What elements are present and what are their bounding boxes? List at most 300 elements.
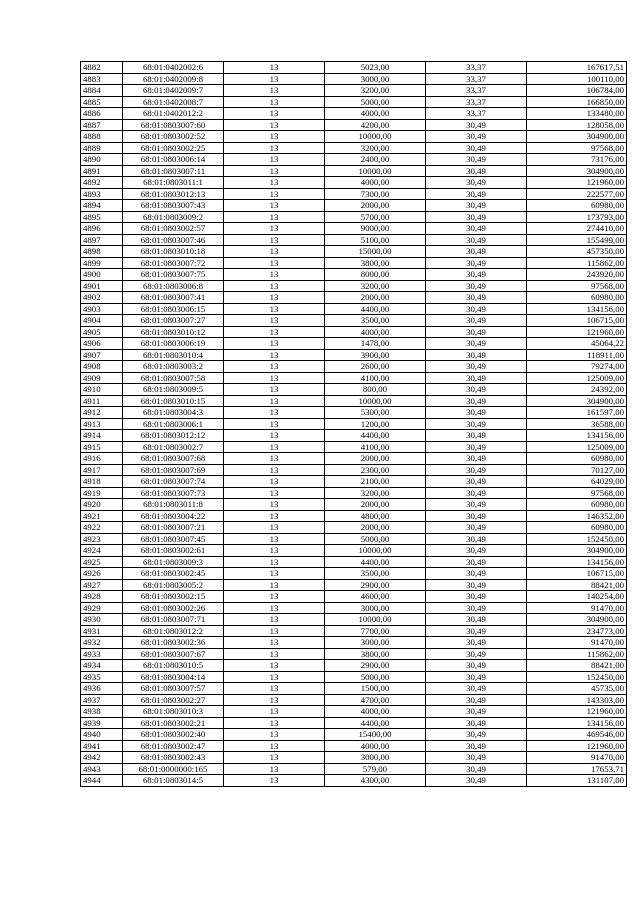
specific-value-cell: 30,49 bbox=[426, 625, 527, 637]
row-number-cell: 4909 bbox=[81, 372, 123, 384]
table-row bbox=[81, 188, 627, 200]
category-code-cell: 13 bbox=[224, 384, 325, 396]
category-code-cell: 13 bbox=[224, 223, 325, 235]
cadastral-value-cell: 134156,00 bbox=[527, 717, 627, 729]
area-cell: 4400,00 bbox=[325, 556, 426, 568]
table-row bbox=[81, 108, 627, 120]
cadastral-number-cell: 68:01:0803007:68 bbox=[123, 453, 224, 465]
row-number-cell: 4901 bbox=[81, 280, 123, 292]
cadastral-number-cell: 68:01:0803006:15 bbox=[123, 303, 224, 315]
category-code-cell: 13 bbox=[224, 395, 325, 407]
area-cell: 1500,00 bbox=[325, 683, 426, 695]
cadastral-value-cell: 152450,00 bbox=[527, 671, 627, 683]
table-row bbox=[81, 62, 627, 74]
category-code-cell: 13 bbox=[224, 694, 325, 706]
table-row bbox=[81, 349, 627, 361]
cadastral-number-cell: 68:01:0803002:52 bbox=[123, 131, 224, 143]
cadastral-number-cell: 68:01:0803002:27 bbox=[123, 694, 224, 706]
cadastral-value-cell: 100110,00 bbox=[527, 73, 627, 85]
area-cell: 2000,00 bbox=[325, 499, 426, 511]
table-row bbox=[81, 269, 627, 281]
specific-value-cell: 30,49 bbox=[426, 545, 527, 557]
cadastral-number-cell: 68:01:0402002:6 bbox=[123, 62, 224, 74]
cadastral-number-cell: 68:01:0803007:69 bbox=[123, 464, 224, 476]
row-number-cell: 4904 bbox=[81, 315, 123, 327]
cadastral-number-cell: 68:01:0803007:11 bbox=[123, 165, 224, 177]
area-cell: 5300,00 bbox=[325, 407, 426, 419]
row-number-cell: 4884 bbox=[81, 85, 123, 97]
cadastral-number-cell: 68:01:0803007:72 bbox=[123, 257, 224, 269]
area-cell: 9000,00 bbox=[325, 223, 426, 235]
cadastral-number-cell: 68:01:0803010:3 bbox=[123, 706, 224, 718]
row-number-cell: 4915 bbox=[81, 441, 123, 453]
area-cell: 4000,00 bbox=[325, 108, 426, 120]
cadastral-value-cell: 134156,00 bbox=[527, 430, 627, 442]
area-cell: 4100,00 bbox=[325, 441, 426, 453]
category-code-cell: 13 bbox=[224, 211, 325, 223]
cadastral-number-cell: 68:01:0803007:21 bbox=[123, 522, 224, 534]
cadastral-value-cell: 106715,00 bbox=[527, 568, 627, 580]
cadastral-number-cell: 68:01:0803004:22 bbox=[123, 510, 224, 522]
row-number-cell: 4940 bbox=[81, 729, 123, 741]
row-number-cell: 4941 bbox=[81, 740, 123, 752]
table-row bbox=[81, 614, 627, 626]
area-cell: 15000,00 bbox=[325, 246, 426, 258]
specific-value-cell: 30,49 bbox=[426, 591, 527, 603]
area-cell: 2000,00 bbox=[325, 292, 426, 304]
specific-value-cell: 30,49 bbox=[426, 533, 527, 545]
specific-value-cell: 33,37 bbox=[426, 85, 527, 97]
specific-value-cell: 30,49 bbox=[426, 763, 527, 775]
specific-value-cell: 30,49 bbox=[426, 706, 527, 718]
cadastral-value-cell: 143303,00 bbox=[527, 694, 627, 706]
cadastral-number-cell: 68:01:0803011:1 bbox=[123, 177, 224, 189]
category-code-cell: 13 bbox=[224, 522, 325, 534]
cadastral-number-cell: 68:01:0803002:36 bbox=[123, 637, 224, 649]
category-code-cell: 13 bbox=[224, 487, 325, 499]
table-row bbox=[81, 234, 627, 246]
area-cell: 5100,00 bbox=[325, 234, 426, 246]
specific-value-cell: 30,49 bbox=[426, 487, 527, 499]
area-cell: 4400,00 bbox=[325, 430, 426, 442]
category-code-cell: 13 bbox=[224, 591, 325, 603]
category-code-cell: 13 bbox=[224, 453, 325, 465]
cadastral-value-cell: 79274,00 bbox=[527, 361, 627, 373]
table-row bbox=[81, 441, 627, 453]
row-number-cell: 4926 bbox=[81, 568, 123, 580]
category-code-cell: 13 bbox=[224, 85, 325, 97]
row-number-cell: 4913 bbox=[81, 418, 123, 430]
row-number-cell: 4892 bbox=[81, 177, 123, 189]
area-cell: 1478,00 bbox=[325, 338, 426, 350]
row-number-cell: 4890 bbox=[81, 154, 123, 166]
table-row bbox=[81, 717, 627, 729]
specific-value-cell: 33,37 bbox=[426, 96, 527, 108]
cadastral-value-cell: 131107,00 bbox=[527, 775, 627, 787]
specific-value-cell: 30,49 bbox=[426, 384, 527, 396]
cadastral-number-cell: 68:01:0803007:27 bbox=[123, 315, 224, 327]
table-row bbox=[81, 315, 627, 327]
table-row bbox=[81, 499, 627, 511]
area-cell: 8000,00 bbox=[325, 269, 426, 281]
category-code-cell: 13 bbox=[224, 499, 325, 511]
area-cell: 10000,00 bbox=[325, 165, 426, 177]
cadastral-number-cell: 68:01:0803007:60 bbox=[123, 119, 224, 131]
specific-value-cell: 30,49 bbox=[426, 234, 527, 246]
row-number-cell: 4898 bbox=[81, 246, 123, 258]
table-row bbox=[81, 85, 627, 97]
specific-value-cell: 30,49 bbox=[426, 142, 527, 154]
specific-value-cell: 30,49 bbox=[426, 269, 527, 281]
specific-value-cell: 30,49 bbox=[426, 303, 527, 315]
specific-value-cell: 30,49 bbox=[426, 165, 527, 177]
specific-value-cell: 30,49 bbox=[426, 510, 527, 522]
specific-value-cell: 30,49 bbox=[426, 315, 527, 327]
specific-value-cell: 30,49 bbox=[426, 349, 527, 361]
cadastral-number-cell: 68:01:0803007:74 bbox=[123, 476, 224, 488]
cadastral-number-cell: 68:01:0803002:25 bbox=[123, 142, 224, 154]
table-row bbox=[81, 372, 627, 384]
specific-value-cell: 33,37 bbox=[426, 108, 527, 120]
cadastral-value-cell: 97568,00 bbox=[527, 280, 627, 292]
specific-value-cell: 30,49 bbox=[426, 188, 527, 200]
row-number-cell: 4936 bbox=[81, 683, 123, 695]
table-row bbox=[81, 292, 627, 304]
specific-value-cell: 30,49 bbox=[426, 614, 527, 626]
cadastral-number-cell: 68:01:0803010:12 bbox=[123, 326, 224, 338]
category-code-cell: 13 bbox=[224, 361, 325, 373]
category-code-cell: 13 bbox=[224, 119, 325, 131]
cadastral-value-cell: 88421,00 bbox=[527, 660, 627, 672]
category-code-cell: 13 bbox=[224, 269, 325, 281]
cadastral-number-cell: 68:01:0803009:2 bbox=[123, 211, 224, 223]
specific-value-cell: 30,49 bbox=[426, 223, 527, 235]
category-code-cell: 13 bbox=[224, 614, 325, 626]
table-row bbox=[81, 200, 627, 212]
area-cell: 5700,00 bbox=[325, 211, 426, 223]
table-row bbox=[81, 752, 627, 764]
cadastral-number-cell: 68:01:0803002:43 bbox=[123, 752, 224, 764]
table-row bbox=[81, 487, 627, 499]
table-row bbox=[81, 476, 627, 488]
category-code-cell: 13 bbox=[224, 706, 325, 718]
table-row bbox=[81, 211, 627, 223]
row-number-cell: 4944 bbox=[81, 775, 123, 787]
table-row bbox=[81, 338, 627, 350]
specific-value-cell: 30,49 bbox=[426, 556, 527, 568]
specific-value-cell: 30,49 bbox=[426, 671, 527, 683]
specific-value-cell: 30,49 bbox=[426, 441, 527, 453]
table-row bbox=[81, 740, 627, 752]
table-row bbox=[81, 131, 627, 143]
cadastral-value-cell: 24392,00 bbox=[527, 384, 627, 396]
specific-value-cell: 30,49 bbox=[426, 246, 527, 258]
table-row bbox=[81, 326, 627, 338]
area-cell: 3000,00 bbox=[325, 637, 426, 649]
cadastral-number-cell: 68:01:0803014:5 bbox=[123, 775, 224, 787]
table-row bbox=[81, 407, 627, 419]
area-cell: 579,00 bbox=[325, 763, 426, 775]
specific-value-cell: 30,49 bbox=[426, 257, 527, 269]
cadastral-number-cell: 68:01:0803006:19 bbox=[123, 338, 224, 350]
table-row bbox=[81, 361, 627, 373]
area-cell: 2000,00 bbox=[325, 200, 426, 212]
area-cell: 10000,00 bbox=[325, 545, 426, 557]
cadastral-value-cell: 166850,00 bbox=[527, 96, 627, 108]
category-code-cell: 13 bbox=[224, 372, 325, 384]
category-code-cell: 13 bbox=[224, 568, 325, 580]
category-code-cell: 13 bbox=[224, 545, 325, 557]
specific-value-cell: 30,49 bbox=[426, 740, 527, 752]
cadastral-number-cell: 68:01:0803009:3 bbox=[123, 556, 224, 568]
area-cell: 4000,00 bbox=[325, 177, 426, 189]
row-number-cell: 4918 bbox=[81, 476, 123, 488]
specific-value-cell: 30,49 bbox=[426, 395, 527, 407]
area-cell: 4300,00 bbox=[325, 775, 426, 787]
area-cell: 4200,00 bbox=[325, 119, 426, 131]
category-code-cell: 13 bbox=[224, 763, 325, 775]
cadastral-value-cell: 133480,00 bbox=[527, 108, 627, 120]
cadastral-number-cell: 68:01:0803007:71 bbox=[123, 614, 224, 626]
area-cell: 4600,00 bbox=[325, 591, 426, 603]
cadastral-number-cell: 68:01:0803003:2 bbox=[123, 361, 224, 373]
cadastral-value-cell: 304900,00 bbox=[527, 614, 627, 626]
category-code-cell: 13 bbox=[224, 441, 325, 453]
area-cell: 3000,00 bbox=[325, 752, 426, 764]
category-code-cell: 13 bbox=[224, 142, 325, 154]
area-cell: 3200,00 bbox=[325, 142, 426, 154]
cadastral-number-cell: 68:01:0803009:5 bbox=[123, 384, 224, 396]
row-number-cell: 4902 bbox=[81, 292, 123, 304]
cadastral-value-cell: 91470,00 bbox=[527, 637, 627, 649]
table-row bbox=[81, 763, 627, 775]
cadastral-number-cell: 68:01:0803006:1 bbox=[123, 418, 224, 430]
specific-value-cell: 30,49 bbox=[426, 372, 527, 384]
area-cell: 4000,00 bbox=[325, 706, 426, 718]
area-cell: 4000,00 bbox=[325, 740, 426, 752]
cadastral-value-cell: 125009,00 bbox=[527, 441, 627, 453]
area-cell: 5023,00 bbox=[325, 62, 426, 74]
row-number-cell: 4919 bbox=[81, 487, 123, 499]
table-row bbox=[81, 510, 627, 522]
table-row bbox=[81, 223, 627, 235]
row-number-cell: 4885 bbox=[81, 96, 123, 108]
cadastral-number-cell: 68:01:0803007:73 bbox=[123, 487, 224, 499]
cadastral-number-cell: 68:01:0402012:2 bbox=[123, 108, 224, 120]
cadastral-number-cell: 68:01:0803012:12 bbox=[123, 430, 224, 442]
table-row bbox=[81, 660, 627, 672]
cadastral-value-cell: 469546,00 bbox=[527, 729, 627, 741]
row-number-cell: 4899 bbox=[81, 257, 123, 269]
row-number-cell: 4910 bbox=[81, 384, 123, 396]
cadastral-value-cell: 161597,00 bbox=[527, 407, 627, 419]
table-body bbox=[81, 62, 627, 787]
row-number-cell: 4923 bbox=[81, 533, 123, 545]
table-row bbox=[81, 303, 627, 315]
category-code-cell: 13 bbox=[224, 338, 325, 350]
area-cell: 3800,00 bbox=[325, 257, 426, 269]
category-code-cell: 13 bbox=[224, 131, 325, 143]
category-code-cell: 13 bbox=[224, 234, 325, 246]
cadastral-number-cell: 68:01:0803005:2 bbox=[123, 579, 224, 591]
row-number-cell: 4933 bbox=[81, 648, 123, 660]
area-cell: 4700,00 bbox=[325, 694, 426, 706]
specific-value-cell: 30,49 bbox=[426, 453, 527, 465]
table-row bbox=[81, 591, 627, 603]
row-number-cell: 4937 bbox=[81, 694, 123, 706]
row-number-cell: 4925 bbox=[81, 556, 123, 568]
category-code-cell: 13 bbox=[224, 96, 325, 108]
table-row bbox=[81, 119, 627, 131]
category-code-cell: 13 bbox=[224, 108, 325, 120]
area-cell: 7300,00 bbox=[325, 188, 426, 200]
row-number-cell: 4897 bbox=[81, 234, 123, 246]
cadastral-number-cell: 68:01:0803002:7 bbox=[123, 441, 224, 453]
row-number-cell: 4920 bbox=[81, 499, 123, 511]
table-row bbox=[81, 556, 627, 568]
specific-value-cell: 30,49 bbox=[426, 418, 527, 430]
table-row bbox=[81, 395, 627, 407]
category-code-cell: 13 bbox=[224, 280, 325, 292]
category-code-cell: 13 bbox=[224, 533, 325, 545]
cadastral-value-cell: 222577,00 bbox=[527, 188, 627, 200]
area-cell: 7700,00 bbox=[325, 625, 426, 637]
table-row bbox=[81, 142, 627, 154]
area-cell: 3000,00 bbox=[325, 73, 426, 85]
cadastral-value-cell: 106784,00 bbox=[527, 85, 627, 97]
cadastral-number-cell: 68:01:0803006:14 bbox=[123, 154, 224, 166]
area-cell: 10000,00 bbox=[325, 395, 426, 407]
cadastral-value-cell: 97568,00 bbox=[527, 487, 627, 499]
cadastral-number-cell: 68:01:0803002:47 bbox=[123, 740, 224, 752]
area-cell: 3500,00 bbox=[325, 568, 426, 580]
row-number-cell: 4935 bbox=[81, 671, 123, 683]
cadastral-value-cell: 17653,71 bbox=[527, 763, 627, 775]
cadastral-value-cell: 73176,00 bbox=[527, 154, 627, 166]
specific-value-cell: 30,49 bbox=[426, 660, 527, 672]
table-row bbox=[81, 154, 627, 166]
row-number-cell: 4939 bbox=[81, 717, 123, 729]
area-cell: 3900,00 bbox=[325, 349, 426, 361]
cadastral-value-cell: 60980,00 bbox=[527, 200, 627, 212]
area-cell: 1200,00 bbox=[325, 418, 426, 430]
row-number-cell: 4903 bbox=[81, 303, 123, 315]
row-number-cell: 4934 bbox=[81, 660, 123, 672]
area-cell: 2300,00 bbox=[325, 464, 426, 476]
table-row bbox=[81, 280, 627, 292]
specific-value-cell: 30,49 bbox=[426, 522, 527, 534]
specific-value-cell: 30,49 bbox=[426, 177, 527, 189]
category-code-cell: 13 bbox=[224, 510, 325, 522]
category-code-cell: 13 bbox=[224, 464, 325, 476]
category-code-cell: 13 bbox=[224, 729, 325, 741]
cadastral-value-cell: 243920,00 bbox=[527, 269, 627, 281]
table-row bbox=[81, 729, 627, 741]
cadastral-value-cell: 91470,00 bbox=[527, 602, 627, 614]
cadastral-value-cell: 118911,00 bbox=[527, 349, 627, 361]
row-number-cell: 4887 bbox=[81, 119, 123, 131]
row-number-cell: 4943 bbox=[81, 763, 123, 775]
cadastral-value-cell: 146352,00 bbox=[527, 510, 627, 522]
specific-value-cell: 30,49 bbox=[426, 476, 527, 488]
table-row bbox=[81, 464, 627, 476]
cadastral-number-cell: 68:01:0803007:75 bbox=[123, 269, 224, 281]
row-number-cell: 4895 bbox=[81, 211, 123, 223]
category-code-cell: 13 bbox=[224, 476, 325, 488]
row-number-cell: 4883 bbox=[81, 73, 123, 85]
specific-value-cell: 30,49 bbox=[426, 280, 527, 292]
cadastral-number-cell: 68:01:0803012:2 bbox=[123, 625, 224, 637]
area-cell: 2900,00 bbox=[325, 660, 426, 672]
table-row bbox=[81, 430, 627, 442]
cadastral-value-cell: 304900,00 bbox=[527, 131, 627, 143]
table-row bbox=[81, 545, 627, 557]
category-code-cell: 13 bbox=[224, 717, 325, 729]
area-cell: 3800,00 bbox=[325, 648, 426, 660]
row-number-cell: 4917 bbox=[81, 464, 123, 476]
table-row bbox=[81, 533, 627, 545]
category-code-cell: 13 bbox=[224, 154, 325, 166]
cadastral-value-cell: 121960,00 bbox=[527, 706, 627, 718]
cadastral-number-cell: 68:01:0803007:43 bbox=[123, 200, 224, 212]
specific-value-cell: 30,49 bbox=[426, 131, 527, 143]
area-cell: 15400,00 bbox=[325, 729, 426, 741]
row-number-cell: 4912 bbox=[81, 407, 123, 419]
table-row bbox=[81, 694, 627, 706]
cadastral-value-cell: 60980,00 bbox=[527, 453, 627, 465]
cadastral-number-cell: 68:01:0803010:18 bbox=[123, 246, 224, 258]
cadastral-value-cell: 88421,00 bbox=[527, 579, 627, 591]
specific-value-cell: 30,49 bbox=[426, 211, 527, 223]
cadastral-number-cell: 68:01:0803004:14 bbox=[123, 671, 224, 683]
cadastral-number-cell: 68:01:0803002:26 bbox=[123, 602, 224, 614]
cadastral-value-table bbox=[80, 61, 627, 787]
category-code-cell: 13 bbox=[224, 740, 325, 752]
cadastral-value-cell: 134156,00 bbox=[527, 556, 627, 568]
cadastral-number-cell: 68:01:0803002:40 bbox=[123, 729, 224, 741]
cadastral-value-cell: 45735,00 bbox=[527, 683, 627, 695]
cadastral-number-cell: 68:01:0803011:8 bbox=[123, 499, 224, 511]
specific-value-cell: 30,49 bbox=[426, 154, 527, 166]
cadastral-number-cell: 68:01:0803007:57 bbox=[123, 683, 224, 695]
area-cell: 3500,00 bbox=[325, 315, 426, 327]
specific-value-cell: 30,49 bbox=[426, 568, 527, 580]
cadastral-number-cell: 68:01:0803002:45 bbox=[123, 568, 224, 580]
area-cell: 4000,00 bbox=[325, 326, 426, 338]
row-number-cell: 4924 bbox=[81, 545, 123, 557]
category-code-cell: 13 bbox=[224, 579, 325, 591]
cadastral-number-cell: 68:01:0803007:46 bbox=[123, 234, 224, 246]
cadastral-number-cell: 68:01:0803006:8 bbox=[123, 280, 224, 292]
category-code-cell: 13 bbox=[224, 418, 325, 430]
cadastral-value-cell: 115862,00 bbox=[527, 648, 627, 660]
table-row bbox=[81, 453, 627, 465]
category-code-cell: 13 bbox=[224, 602, 325, 614]
category-code-cell: 13 bbox=[224, 637, 325, 649]
cadastral-number-cell: 68:01:0803010:4 bbox=[123, 349, 224, 361]
cadastral-number-cell: 68:01:0803004:3 bbox=[123, 407, 224, 419]
area-cell: 3200,00 bbox=[325, 487, 426, 499]
cadastral-number-cell: 68:01:0803007:67 bbox=[123, 648, 224, 660]
category-code-cell: 13 bbox=[224, 407, 325, 419]
specific-value-cell: 30,49 bbox=[426, 602, 527, 614]
cadastral-value-cell: 274410,00 bbox=[527, 223, 627, 235]
cadastral-value-cell: 106715,00 bbox=[527, 315, 627, 327]
cadastral-number-cell: 68:01:0803012:13 bbox=[123, 188, 224, 200]
cadastral-value-cell: 45064,22 bbox=[527, 338, 627, 350]
cadastral-number-cell: 68:01:0803010:15 bbox=[123, 395, 224, 407]
cadastral-value-cell: 140254,00 bbox=[527, 591, 627, 603]
